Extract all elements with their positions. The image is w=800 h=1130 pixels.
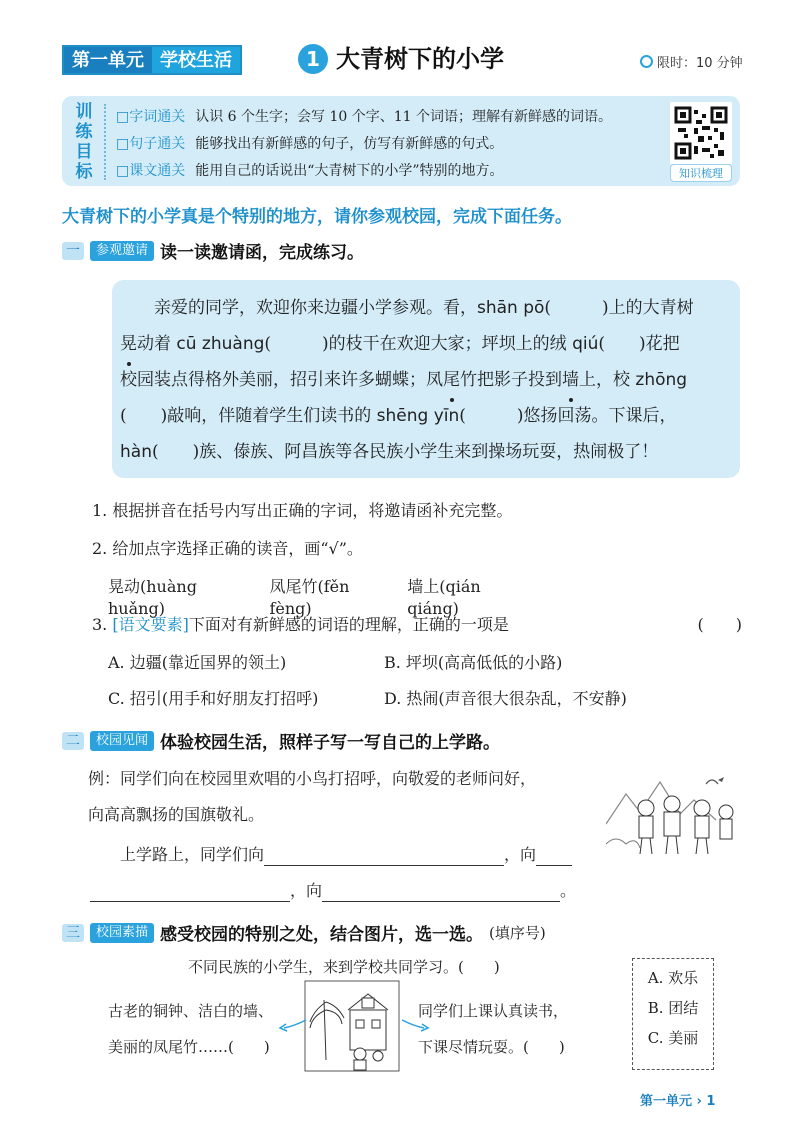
statement-left-line-1: 古老的铜钟、洁白的墙、 bbox=[108, 1002, 274, 1020]
section-2-header bbox=[62, 728, 500, 753]
section-tag: 校园素描 bbox=[90, 923, 154, 943]
answer-blank[interactable] bbox=[264, 848, 504, 866]
statement-top[interactable]: 不同民族的小学生，来到学校共同学习。( ) bbox=[188, 958, 500, 976]
lesson-title: 大青树下的小学 bbox=[336, 45, 504, 73]
goals-label: 训 练 目 标 bbox=[75, 102, 93, 182]
option-b: B. 团结 bbox=[647, 999, 699, 1017]
page-footer: 第一单元 › 1 bbox=[640, 1094, 716, 1109]
section-title: 感受校园的特别之处，结合图片，选一选。 bbox=[160, 925, 484, 945]
goal-item: □课文通关 能用自己的话说出“大青树下的小学”特别的地方。 bbox=[116, 160, 504, 180]
option-a: A. 欢乐 bbox=[647, 969, 699, 987]
goal-checkbox[interactable]: □课文通关 bbox=[116, 163, 186, 179]
reading-option[interactable]: 晃动(huàng huǎng) bbox=[108, 577, 213, 618]
section-tag: 校园见闻 bbox=[90, 731, 154, 751]
section-1-header bbox=[62, 238, 364, 263]
arrow-right-icon bbox=[400, 1016, 430, 1036]
options-box bbox=[632, 958, 714, 1070]
intro-text: 大青树下的小学真是个特别的地方，请你参观校园，完成下面任务。 bbox=[62, 207, 572, 227]
qr-code-icon[interactable] bbox=[670, 102, 732, 164]
unit-badge bbox=[62, 45, 242, 75]
qr-label: 知识梳理 bbox=[670, 164, 732, 182]
arrow-left-icon bbox=[278, 1016, 308, 1036]
section-title: 读一读邀请函，完成练习。 bbox=[160, 243, 365, 263]
reading-option[interactable]: 墙上(qián qiáng) bbox=[407, 577, 497, 618]
time-limit bbox=[640, 52, 743, 71]
option-c: C. 美丽 bbox=[647, 1029, 699, 1047]
choice-c[interactable]: C. 招引(用手和好朋友打招呼) bbox=[108, 689, 319, 708]
question-1: 1. 根据拼音在括号内写出正确的字词，将邀请函补充完整。 bbox=[92, 501, 513, 520]
section-number: 二 bbox=[62, 732, 84, 750]
section-3-header bbox=[62, 920, 546, 945]
school-picture bbox=[304, 980, 400, 1072]
reading-option[interactable]: 凤尾竹(fěn fèng) bbox=[269, 577, 366, 618]
answer-paren[interactable]: ( ) bbox=[697, 615, 742, 634]
question-3: 3. [语文要素]下面对有新鲜感的词语的理解，正确的一项是 ( ) bbox=[92, 615, 742, 634]
section-number: 三 bbox=[62, 924, 84, 942]
lesson-number: 1 bbox=[298, 44, 328, 74]
example-line-2: 向高高飘扬的国旗敬礼。 bbox=[88, 805, 265, 824]
goal-checkbox[interactable]: □字词通关 bbox=[116, 109, 186, 125]
choice-a[interactable]: A. 边疆(靠近国界的领土) bbox=[108, 653, 287, 672]
section-title: 体验校园生活，照样子写一写自己的上学路。 bbox=[160, 733, 501, 753]
goal-item: □字词通关 认识 6 个生字；会写 10 个字、11 个词语；理解有新鲜感的词语。 bbox=[116, 106, 612, 126]
clock-icon bbox=[640, 55, 653, 68]
time-limit-text: 限时：10 分钟 bbox=[657, 56, 743, 71]
answer-blank[interactable] bbox=[90, 884, 290, 902]
section-note: (填序号) bbox=[489, 924, 546, 942]
question-2: 2. 给加点字选择正确的读音，画“√”。 bbox=[92, 539, 363, 558]
section-tag: 参观邀请 bbox=[90, 241, 154, 261]
choice-d[interactable]: D. 热闹(声音很大很杂乱，不安静) bbox=[384, 689, 627, 708]
statement-right-line-2[interactable]: 下课尽情玩耍。( ) bbox=[418, 1038, 565, 1056]
answer-blank[interactable] bbox=[536, 848, 572, 866]
unit-theme: 学校生活 bbox=[152, 47, 240, 73]
fill-line-1: 上学路上，同学们向 ，向 bbox=[120, 844, 610, 866]
answer-blank[interactable] bbox=[322, 884, 560, 902]
example-line-1: 例：同学们向在校园里欢唱的小鸟打招呼，向敬爱的老师问好， bbox=[88, 769, 537, 788]
section-number: 一 bbox=[62, 242, 84, 260]
children-walking-illustration bbox=[606, 764, 740, 860]
goal-checkbox[interactable]: □句子通关 bbox=[116, 136, 186, 152]
goal-item: □句子通关 能够找出有新鲜感的句子，仿写有新鲜感的句式。 bbox=[116, 133, 503, 153]
choice-b[interactable]: B. 坪坝(高高低低的小路) bbox=[384, 653, 563, 672]
fill-line-2: ，向 。 bbox=[90, 880, 610, 902]
goals-divider bbox=[104, 104, 106, 180]
statement-right-line-1: 同学们上课认真读书， bbox=[418, 1002, 569, 1020]
statement-left-line-2[interactable]: 美丽的凤尾竹……( ) bbox=[108, 1038, 270, 1056]
invitation-letter-text: 亲爱的同学，欢迎你来边疆小学参观。看，shān pō( )上的大青树 晃动着 cū zhuàng( )的枝干在欢迎大家；坪坝上的绒 qiú( )花把 校园装点得格外美丽，招引来许多蝴蝶；凤尾竹把影子投到墙上，校 zhōng ( )敲响，伴随着学生们读书的 shēng yīn( )悠扬回荡。下课后， hàn( )族、傣族、阿昌族等各民族小学生来到操场玩耍，热闹极了！ bbox=[120, 298, 694, 462]
requirement-tag: [语文要素] bbox=[112, 615, 189, 634]
unit-label: 第一单元 bbox=[64, 47, 152, 73]
